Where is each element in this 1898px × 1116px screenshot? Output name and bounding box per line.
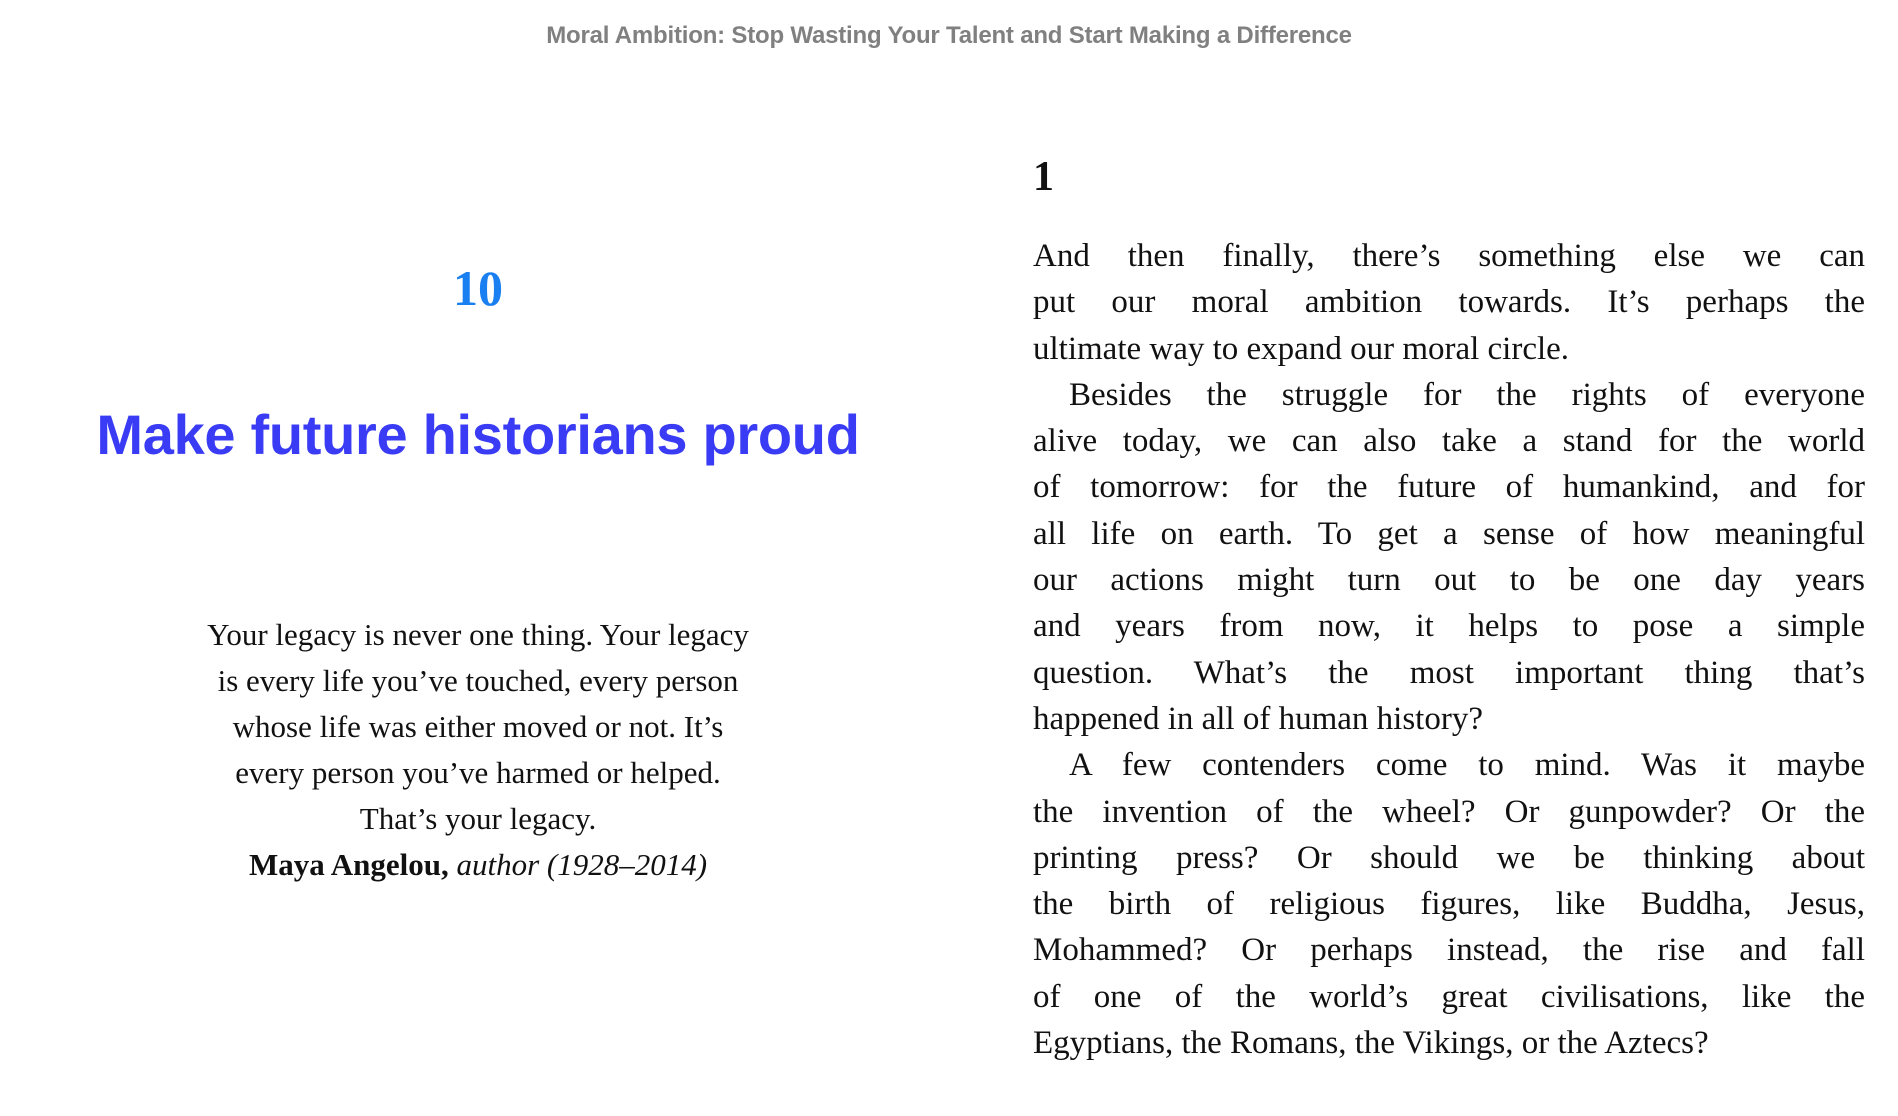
book-title: Moral Ambition: Stop Wasting Your Talent and Start Making a Difference xyxy=(546,22,1352,49)
body-text xyxy=(1033,233,1865,1066)
attribution-author: Maya Angelou, xyxy=(248,847,449,882)
body-line: of tomorrow: for the future of humankind, and for xyxy=(1033,469,1865,506)
body-line: put our moral ambition towards. It’s perhaps the xyxy=(1033,284,1865,321)
chapter-number: 10 xyxy=(453,260,503,316)
body-line: Egyptians, the Romans, the Vikings, or the Aztecs? xyxy=(1033,1025,1709,1062)
body-line: alive today, we can also take a stand for the world xyxy=(1033,423,1865,460)
body-line: And then finally, there’s something else we can xyxy=(1033,238,1865,274)
epigraph-attribution xyxy=(40,842,916,888)
epigraph-line: whose life was either moved or not. It’s xyxy=(232,709,724,744)
epigraph-line: is every life you’ve touched, every person xyxy=(217,663,739,698)
attribution-role: author (1928–2014) xyxy=(456,847,708,882)
body-line: and years from now, it helps to pose a simple xyxy=(1033,608,1865,645)
body-line: happened in all of human history? xyxy=(1033,700,1483,737)
epigraph-line: Your legacy is never one thing. Your legacy xyxy=(207,617,749,652)
paragraph xyxy=(1033,742,1865,1066)
body-line: printing press? Or should we be thinking about xyxy=(1033,839,1865,876)
body-line: the birth of religious figures, like Buddha, Jesus, xyxy=(1033,886,1865,923)
section-number: 1 xyxy=(1033,154,1054,200)
chapter-title: Make future historians proud xyxy=(96,403,860,466)
body-line: Mohammed? Or perhaps instead, the rise and fall xyxy=(1033,932,1865,969)
paragraph xyxy=(1033,233,1865,372)
body-line: A few contenders come to mind. Was it maybe xyxy=(1069,747,1865,784)
body-line: Besides the struggle for the rights of everyone xyxy=(1069,376,1865,413)
body-line: ultimate way to expand our moral circle. xyxy=(1033,330,1570,367)
body-line: question. What’s the most important thing that’s xyxy=(1033,654,1865,691)
body-line: the invention of the wheel? Or gunpowder? Or the xyxy=(1033,793,1865,830)
right-page xyxy=(1033,0,1865,1116)
epigraph xyxy=(40,612,916,888)
epigraph-line: That’s your legacy. xyxy=(359,801,597,836)
left-page xyxy=(40,0,916,1116)
paragraph xyxy=(1033,372,1865,742)
epigraph-line: every person you’ve harmed or helped. xyxy=(235,755,721,790)
body-line: of one of the world’s great civilisations, like the xyxy=(1033,978,1865,1015)
body-line: all life on earth. To get a sense of how meaningful xyxy=(1033,515,1865,552)
body-line: our actions might turn out to be one day years xyxy=(1033,562,1865,599)
